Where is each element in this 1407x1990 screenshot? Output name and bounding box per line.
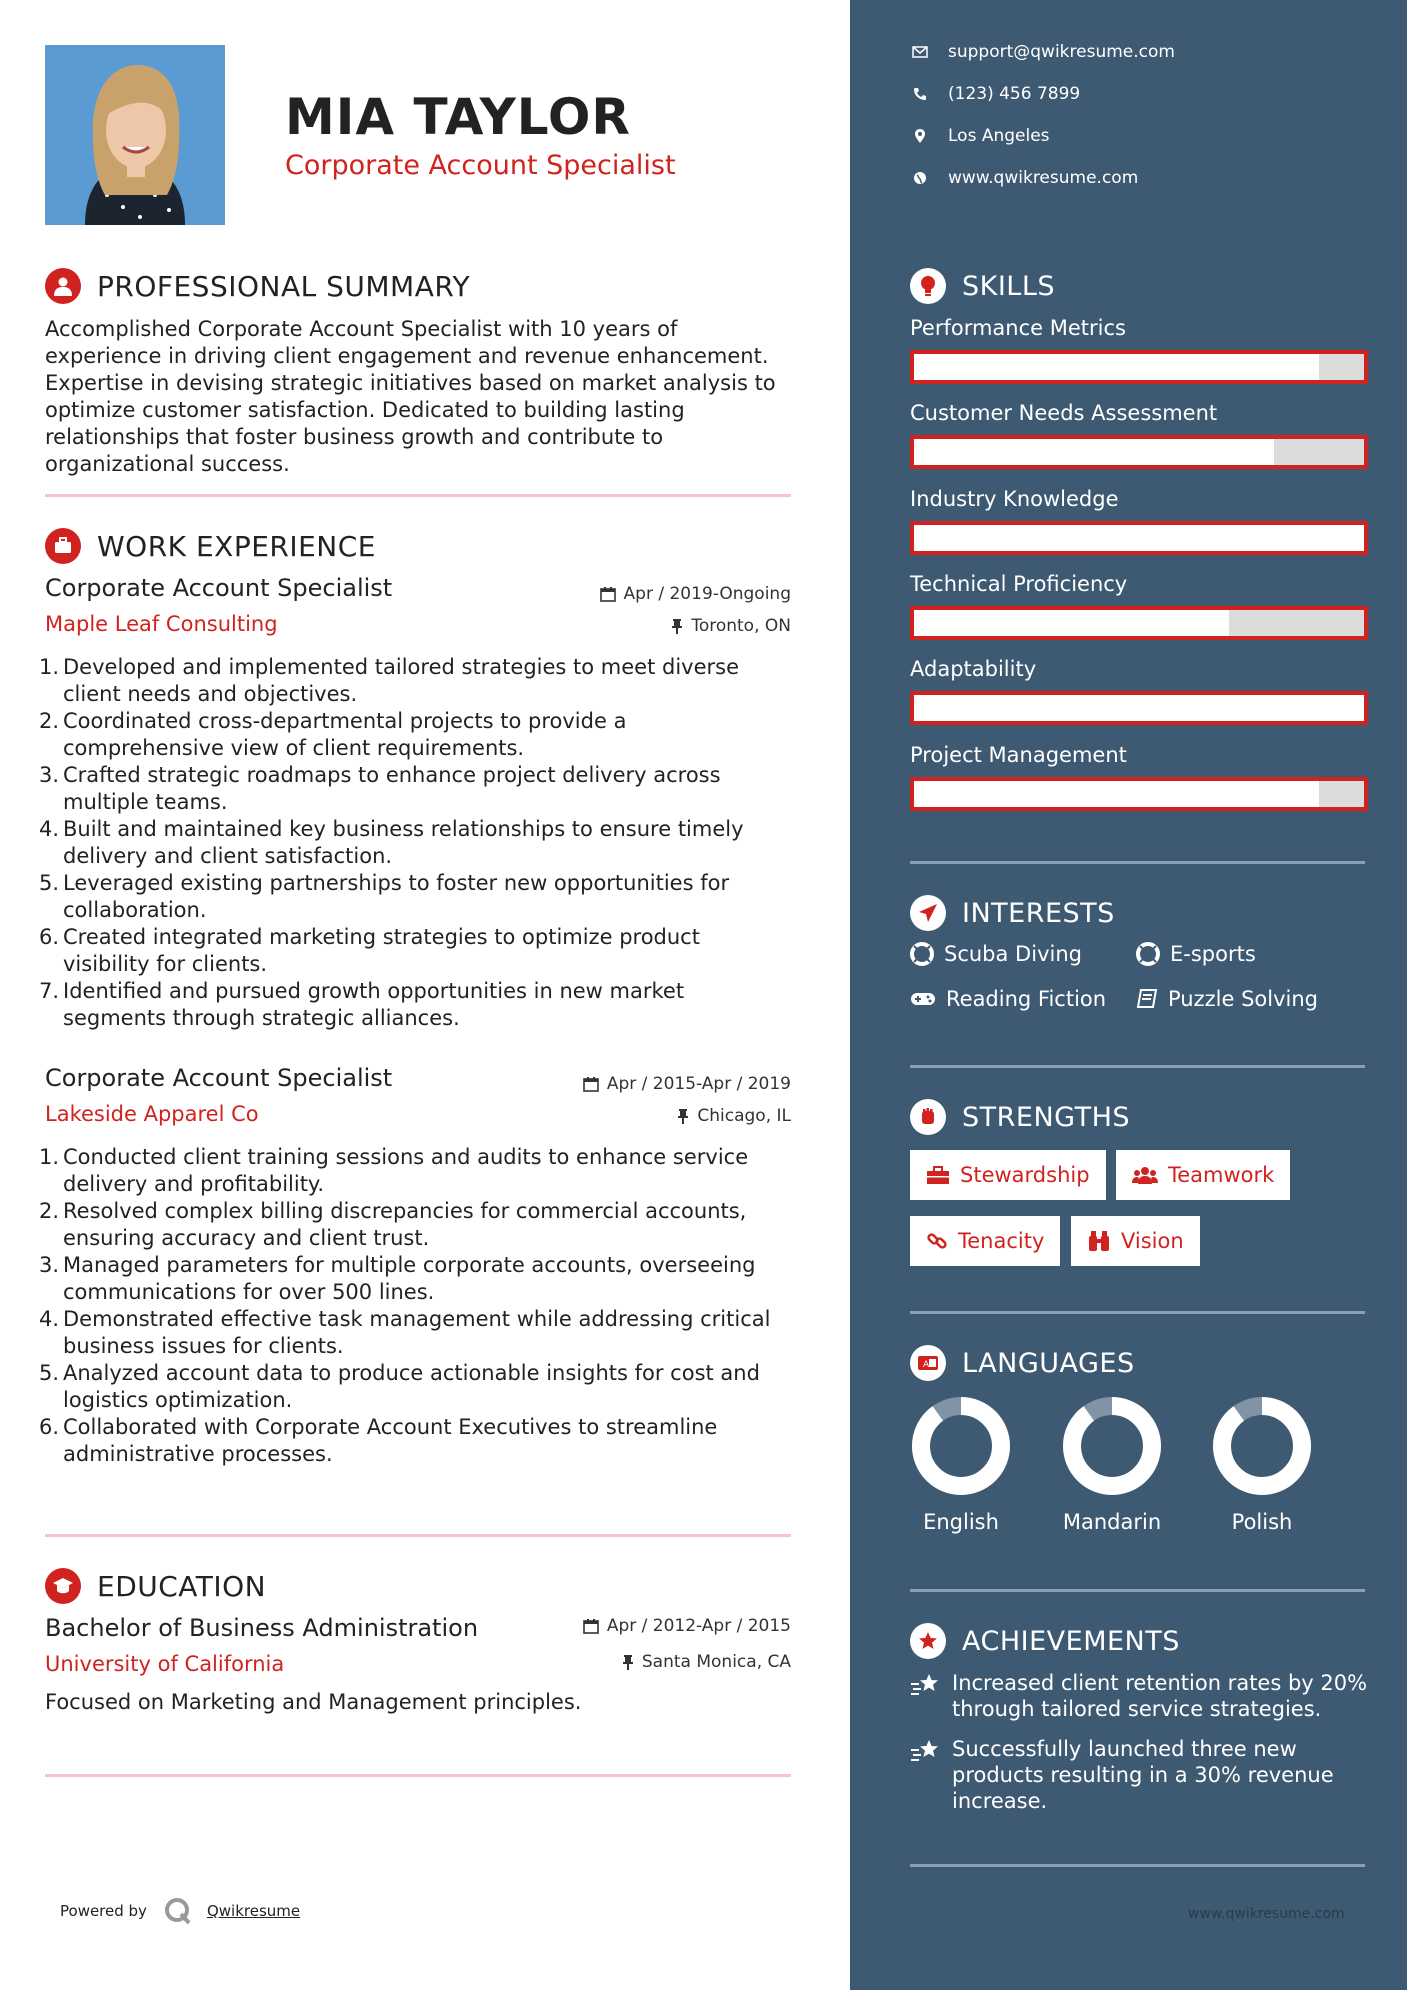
shooting-star-icon xyxy=(910,1672,942,1698)
calendar-icon xyxy=(583,1076,599,1092)
language-label: English xyxy=(923,1510,999,1534)
briefcase-icon xyxy=(45,528,81,564)
link-icon xyxy=(926,1230,948,1252)
skill-item xyxy=(910,572,1368,640)
strength-chip: Teamwork xyxy=(1116,1150,1290,1200)
list-item: 5. Analyzed account data to produce actionable insights for cost and logistics optimization. xyxy=(39,1361,760,1412)
contact-location: Los Angeles xyxy=(910,126,1050,146)
language-item xyxy=(1042,1396,1182,1534)
strengths-heading xyxy=(910,1099,1130,1135)
skill-bar xyxy=(910,435,1368,469)
section-divider xyxy=(910,861,1365,864)
contact-email: support@qwikresume.com xyxy=(910,42,1175,62)
section-divider xyxy=(910,1065,1365,1068)
skill-label: Industry Knowledge xyxy=(910,487,1119,511)
section-divider xyxy=(45,1774,791,1777)
calendar-icon xyxy=(600,586,616,602)
list-item: 1. Developed and implemented tailored strategies to meet diverse client needs and objectives. xyxy=(39,655,739,706)
job-role: Corporate Account Specialist xyxy=(45,1064,393,1092)
contact-website: www.qwikresume.com xyxy=(910,168,1138,188)
list-item: 5. Leveraged existing partnerships to foster new opportunities for collaboration. xyxy=(39,871,730,922)
job-dates: Apr / 2019-Ongoing xyxy=(600,584,791,604)
interest-item: Reading Fiction xyxy=(910,987,1106,1011)
section-divider xyxy=(910,1864,1365,1867)
map-marker-icon xyxy=(910,128,930,144)
powered-by: Powered by Qwikresume xyxy=(60,1896,300,1926)
education-title: EDUCATION xyxy=(97,1569,267,1603)
job-location: Chicago, IL xyxy=(677,1106,791,1126)
list-item: 4. Demonstrated effective task management while addressing critical business issues for clients. xyxy=(39,1307,771,1358)
candidate-title: Corporate Account Specialist xyxy=(285,150,676,181)
language-item xyxy=(891,1396,1031,1534)
sidebar xyxy=(850,0,1407,1990)
translate-icon xyxy=(910,1345,946,1381)
list-item: 7. Identified and pursued growth opportunities in new market segments through strategic alliances. xyxy=(39,979,685,1030)
skills-title: SKILLS xyxy=(962,270,1056,302)
language-ring xyxy=(1062,1396,1162,1496)
lifebuoy-icon xyxy=(910,942,934,966)
languages-heading xyxy=(910,1345,1135,1381)
binoculars-icon xyxy=(1087,1230,1111,1252)
achievements-title: ACHIEVEMENTS xyxy=(962,1625,1180,1657)
education-dates: Apr / 2012-Apr / 2015 xyxy=(583,1616,791,1636)
skill-bar xyxy=(910,606,1368,640)
users-icon xyxy=(1132,1165,1158,1185)
skill-bar xyxy=(910,777,1368,811)
work-heading xyxy=(45,528,376,564)
interests-heading xyxy=(910,895,1115,931)
summary-title: PROFESSIONAL SUMMARY xyxy=(97,269,471,303)
job-company: Lakeside Apparel Co xyxy=(45,1102,259,1126)
lifebuoy-icon xyxy=(1136,942,1160,966)
strength-chip: Tenacity xyxy=(910,1216,1060,1266)
skills-heading xyxy=(910,268,1055,304)
skill-label: Performance Metrics xyxy=(910,316,1126,340)
skill-bar xyxy=(910,350,1368,384)
work-title: WORK EXPERIENCE xyxy=(97,529,376,563)
toolbox-icon xyxy=(926,1165,950,1185)
language-ring xyxy=(1212,1396,1312,1496)
list-item: 3. Managed parameters for multiple corporate accounts, overseeing communications for over 500 lines. xyxy=(39,1253,756,1304)
job-duties xyxy=(39,654,791,1032)
gamepad-icon xyxy=(910,990,936,1008)
strengths-title: STRENGTHS xyxy=(962,1101,1131,1133)
education-entry xyxy=(45,1614,791,1714)
job-company: Maple Leaf Consulting xyxy=(45,612,278,636)
job-location: Toronto, ON xyxy=(671,616,791,636)
language-label: Mandarin xyxy=(1062,1510,1162,1534)
education-description: Focused on Marketing and Management principles. xyxy=(45,1690,582,1714)
list-item: 6. Collaborated with Corporate Account Executives to streamline administrative processes. xyxy=(39,1415,718,1466)
section-divider xyxy=(45,494,791,497)
job-duties xyxy=(39,1144,791,1468)
language-label: Polish xyxy=(1231,1510,1293,1534)
job-role: Corporate Account Specialist xyxy=(45,574,393,602)
skill-bar-fill xyxy=(914,781,1319,807)
section-divider xyxy=(910,1589,1365,1592)
skill-bar-fill xyxy=(914,695,1364,721)
strength-chip: Stewardship xyxy=(910,1150,1106,1200)
pin-icon xyxy=(622,1654,634,1670)
skill-bar-fill xyxy=(914,354,1319,380)
interest-item: E-sports xyxy=(1136,942,1256,966)
candidate-name: MIA TAYLOR xyxy=(285,88,631,146)
summary-text: Accomplished Corporate Account Specialist with 10 years of experience in driving client engagement and revenue enhancement. Expertise in devising strategic initiatives based on market analysis to optimize customer satisfaction. Dedicated to building lasting relationships that foster business growth and contribute to organizational success. xyxy=(45,317,776,476)
degree: Bachelor of Business Administration xyxy=(45,1614,479,1642)
skill-bar xyxy=(910,691,1368,725)
achievement-item: Increased client retention rates by 20% through tailored service strategies. xyxy=(910,1670,1370,1722)
calendar-icon xyxy=(583,1618,599,1634)
section-divider xyxy=(45,1534,791,1537)
list-item: 1. Conducted client training sessions and audits to enhance service delivery and profitability. xyxy=(39,1145,749,1196)
skill-item xyxy=(910,657,1368,725)
interest-item: Scuba Diving xyxy=(910,942,1082,966)
language-ring xyxy=(911,1396,1011,1496)
summary-heading xyxy=(45,268,470,304)
skill-bar-fill xyxy=(914,439,1274,465)
skill-item xyxy=(910,487,1368,555)
section-divider xyxy=(910,1311,1365,1314)
book-icon xyxy=(1136,988,1158,1010)
list-item: 6. Created integrated marketing strategies to optimize product visibility for clients. xyxy=(39,925,700,976)
list-item: 3. Crafted strategic roadmaps to enhance project delivery across multiple teams. xyxy=(39,763,721,814)
achievements-heading xyxy=(910,1623,1180,1659)
list-item: 2. Resolved complex billing discrepancies for commercial accounts, ensuring accuracy and client trust. xyxy=(39,1199,747,1250)
fist-icon xyxy=(910,1099,946,1135)
paper-plane-icon xyxy=(910,895,946,931)
interests-title: INTERESTS xyxy=(962,897,1115,929)
graduation-cap-icon xyxy=(45,1568,81,1604)
job-dates: Apr / 2015-Apr / 2019 xyxy=(583,1074,791,1094)
languages-title: LANGUAGES xyxy=(962,1347,1135,1379)
achievement-item: Successfully launched three new products resulting in a 30% revenue increase. xyxy=(910,1736,1370,1814)
language-item xyxy=(1192,1396,1332,1534)
shooting-star-icon xyxy=(910,1738,942,1764)
svg-text:A: A xyxy=(923,1360,930,1370)
pin-icon xyxy=(671,618,683,634)
skill-item xyxy=(910,316,1368,384)
job-entry xyxy=(39,1064,791,1468)
skill-bar-fill xyxy=(914,525,1364,551)
skill-item xyxy=(910,401,1368,469)
education-heading xyxy=(45,1568,266,1604)
list-item: 4. Built and maintained key business relationships to ensure timely delivery and client satisfaction. xyxy=(39,817,744,868)
pin-icon xyxy=(677,1108,689,1124)
education-location: Santa Monica, CA xyxy=(622,1652,791,1672)
envelope-icon xyxy=(910,46,930,58)
globe-icon xyxy=(910,171,930,185)
qwikresume-link[interactable]: Qwikresume xyxy=(206,1902,301,1920)
lightbulb-icon xyxy=(910,268,946,304)
profile-photo xyxy=(45,45,225,225)
strength-chip: Vision xyxy=(1071,1216,1200,1266)
user-icon xyxy=(45,268,81,304)
skill-label: Adaptability xyxy=(910,657,1037,681)
skill-item xyxy=(910,743,1368,811)
skill-label: Project Management xyxy=(910,743,1127,767)
interest-item: Puzzle Solving xyxy=(1136,987,1318,1011)
school: University of California xyxy=(45,1652,285,1676)
star-badge-icon xyxy=(910,1623,946,1659)
skill-bar xyxy=(910,521,1368,555)
qwikresume-logo-icon xyxy=(163,1896,193,1926)
phone-icon xyxy=(910,87,930,101)
contact-phone: (123) 456 7899 xyxy=(910,84,1080,104)
skill-label: Technical Proficiency xyxy=(910,572,1128,596)
footer-site: www.qwikresume.com xyxy=(1188,1906,1345,1922)
skill-bar-fill xyxy=(914,610,1229,636)
job-entry xyxy=(39,574,791,1032)
skill-label: Customer Needs Assessment xyxy=(910,401,1218,425)
list-item: 2. Coordinated cross-departmental projects to provide a comprehensive view of client requirements. xyxy=(39,709,627,760)
